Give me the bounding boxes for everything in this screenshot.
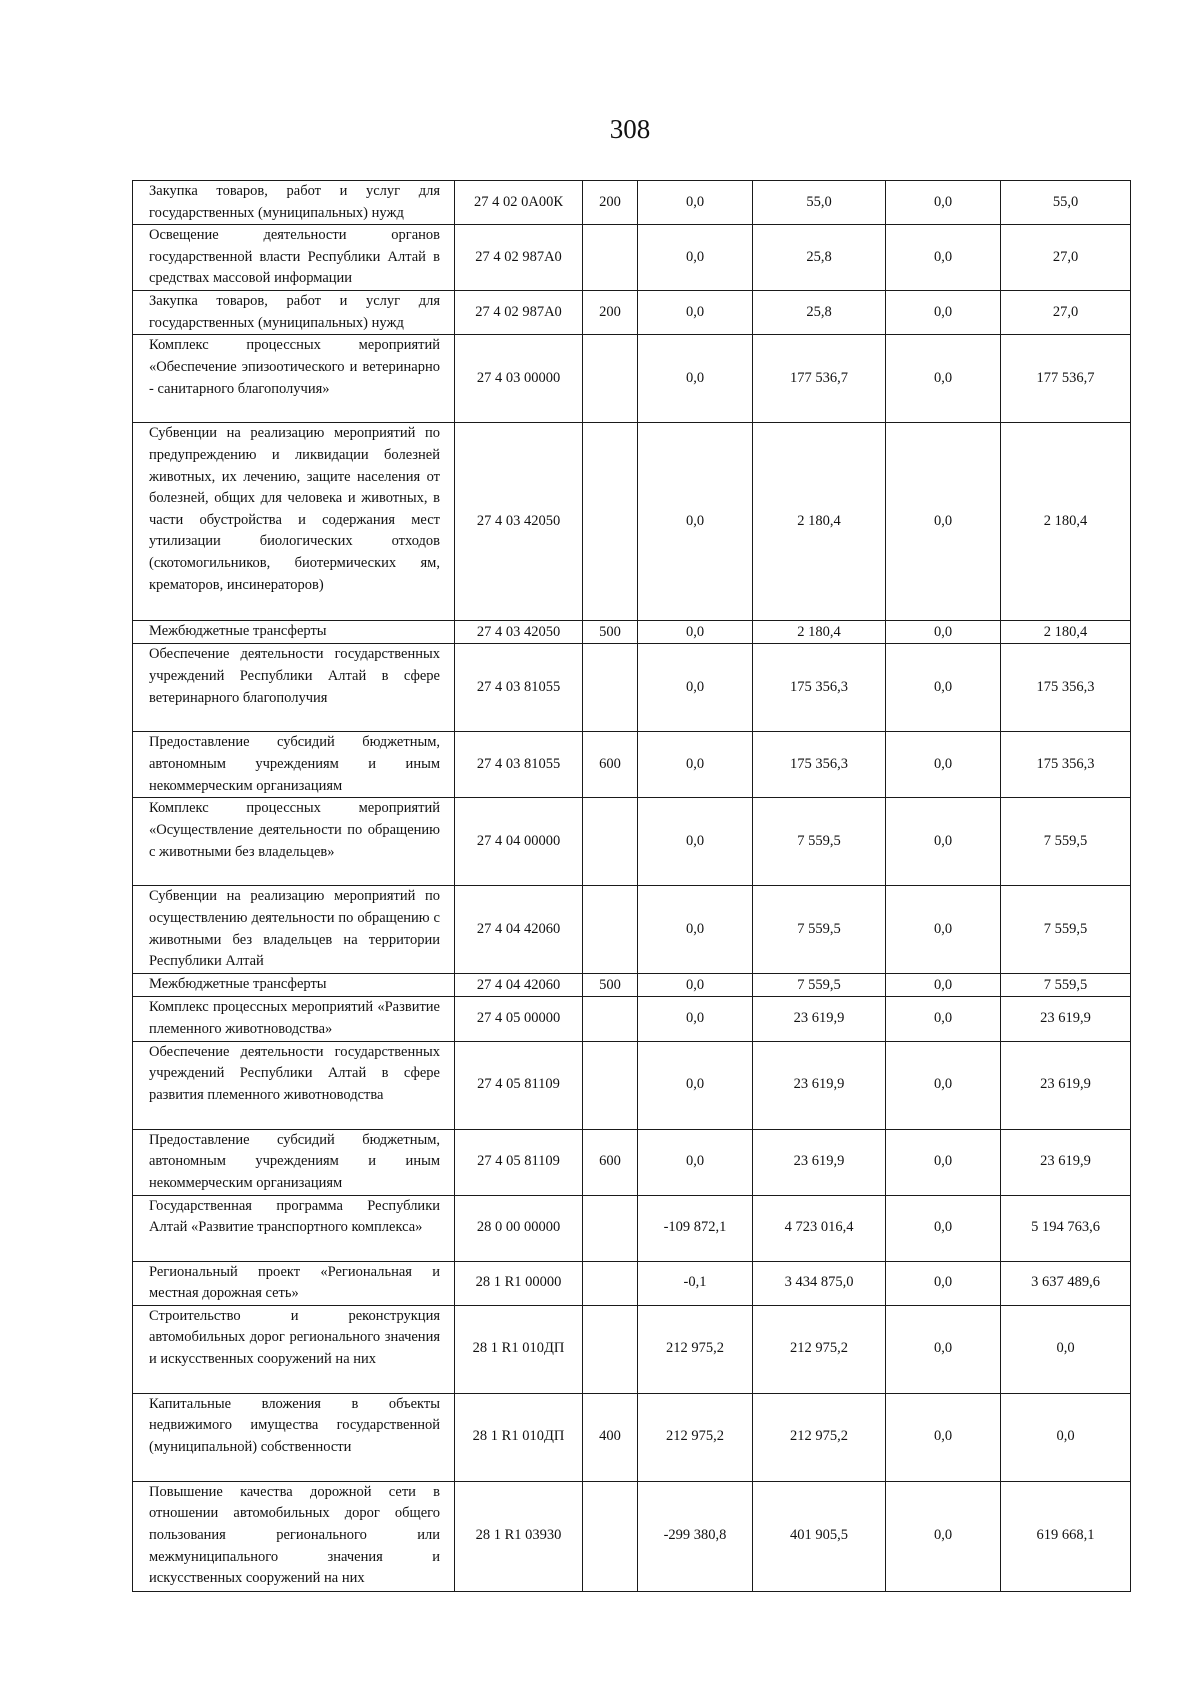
expense-type-cell: 600 — [583, 1129, 638, 1195]
expense-type-cell — [583, 1261, 638, 1305]
amount-2-cell: 2 180,4 — [753, 621, 886, 644]
row-name-cell: Предоставление субсидий бюджетным, автономным учреждениям и иным некоммерческим организациям — [133, 1129, 455, 1195]
expense-type-cell: 400 — [583, 1393, 638, 1481]
row-name-cell: Закупка товаров, работ и услуг для государственных (муниципальных) нужд — [133, 181, 455, 225]
budget-code-cell: 27 4 04 00000 — [455, 798, 583, 886]
table-row — [133, 644, 1131, 732]
row-name-cell: Освещение деятельности органов государственной власти Республики Алтай в средствах массовой информации — [133, 225, 455, 291]
amount-1-cell: 0,0 — [638, 335, 753, 423]
table-row — [133, 291, 1131, 335]
amount-1-cell: 0,0 — [638, 291, 753, 335]
amount-3-cell: 0,0 — [886, 1481, 1001, 1591]
amount-2-cell: 175 356,3 — [753, 644, 886, 732]
amount-3-cell: 0,0 — [886, 1195, 1001, 1261]
amount-1-cell: -109 872,1 — [638, 1195, 753, 1261]
amount-3-cell: 0,0 — [886, 974, 1001, 997]
amount-1-cell: 0,0 — [638, 798, 753, 886]
amount-4-cell: 7 559,5 — [1001, 974, 1131, 997]
amount-1-cell: 0,0 — [638, 732, 753, 798]
amount-3-cell: 0,0 — [886, 181, 1001, 225]
row-name-cell: Повышение качества дорожной сети в отношении автомобильных дорог общего пользования регионального или межмуниципального значения и искусственных сооружений на них — [133, 1481, 455, 1591]
row-name-cell: Субвенции на реализацию мероприятий по предупреждению и ликвидации болезней животных, их лечению, защите населения от болезней, общих для человека и животных, в части обустройства и содержания мест утилизации биологических отходов (скотомогильников, биотермических ям, крематоров, инсинераторов) — [133, 423, 455, 621]
amount-3-cell: 0,0 — [886, 291, 1001, 335]
amount-3-cell: 0,0 — [886, 732, 1001, 798]
table-row — [133, 621, 1131, 644]
row-name-cell: Комплекс процессных мероприятий «Обеспечение эпизоотического и ветеринарно - санитарного благополучия» — [133, 335, 455, 423]
row-name-cell: Закупка товаров, работ и услуг для государственных (муниципальных) нужд — [133, 291, 455, 335]
row-name-cell: Капитальные вложения в объекты недвижимого имущества государственной (муниципальной) собственности — [133, 1393, 455, 1481]
amount-1-cell: 212 975,2 — [638, 1393, 753, 1481]
table-row — [133, 225, 1131, 291]
expense-type-cell — [583, 1481, 638, 1591]
budget-code-cell: 27 4 03 00000 — [455, 335, 583, 423]
table-row — [133, 997, 1131, 1041]
amount-4-cell: 27,0 — [1001, 225, 1131, 291]
row-name-cell: Комплекс процессных мероприятий «Развитие племенного животноводства» — [133, 997, 455, 1041]
row-name-cell: Региональный проект «Региональная и местная дорожная сеть» — [133, 1261, 455, 1305]
amount-4-cell: 0,0 — [1001, 1393, 1131, 1481]
row-name-cell: Межбюджетные трансферты — [133, 974, 455, 997]
amount-2-cell: 212 975,2 — [753, 1305, 886, 1393]
amount-2-cell: 23 619,9 — [753, 1129, 886, 1195]
amount-2-cell: 212 975,2 — [753, 1393, 886, 1481]
table-row — [133, 335, 1131, 423]
expense-type-cell — [583, 1195, 638, 1261]
page-number: 308 — [609, 114, 651, 144]
amount-2-cell: 175 356,3 — [753, 732, 886, 798]
amount-4-cell: 23 619,9 — [1001, 1041, 1131, 1129]
amount-4-cell: 5 194 763,6 — [1001, 1195, 1131, 1261]
amount-1-cell: 0,0 — [638, 1129, 753, 1195]
expense-type-cell — [583, 1041, 638, 1129]
amount-1-cell: 0,0 — [638, 644, 753, 732]
budget-code-cell: 27 4 05 81109 — [455, 1041, 583, 1129]
budget-code-cell: 27 4 02 987А0 — [455, 225, 583, 291]
table-row — [133, 1129, 1131, 1195]
table-row — [133, 423, 1131, 621]
expense-type-cell: 200 — [583, 291, 638, 335]
amount-2-cell: 23 619,9 — [753, 997, 886, 1041]
amount-4-cell: 2 180,4 — [1001, 621, 1131, 644]
budget-code-cell: 28 1 R1 00000 — [455, 1261, 583, 1305]
expense-type-cell: 200 — [583, 181, 638, 225]
amount-1-cell: 0,0 — [638, 423, 753, 621]
amount-3-cell: 0,0 — [886, 798, 1001, 886]
table-body — [133, 181, 1131, 1592]
amount-2-cell: 25,8 — [753, 225, 886, 291]
amount-4-cell: 7 559,5 — [1001, 886, 1131, 974]
budget-code-cell: 28 1 R1 03930 — [455, 1481, 583, 1591]
amount-2-cell: 4 723 016,4 — [753, 1195, 886, 1261]
table-row — [133, 1305, 1131, 1393]
amount-1-cell: 0,0 — [638, 225, 753, 291]
expense-type-cell — [583, 798, 638, 886]
amount-2-cell: 25,8 — [753, 291, 886, 335]
expense-type-cell — [583, 886, 638, 974]
amount-4-cell: 177 536,7 — [1001, 335, 1131, 423]
table-row — [133, 181, 1131, 225]
amount-4-cell: 55,0 — [1001, 181, 1131, 225]
amount-3-cell: 0,0 — [886, 225, 1001, 291]
amount-2-cell: 2 180,4 — [753, 423, 886, 621]
amount-3-cell: 0,0 — [886, 886, 1001, 974]
amount-4-cell: 619 668,1 — [1001, 1481, 1131, 1591]
amount-1-cell: 0,0 — [638, 974, 753, 997]
budget-code-cell: 27 4 03 81055 — [455, 644, 583, 732]
budget-code-cell: 27 4 03 42050 — [455, 423, 583, 621]
amount-3-cell: 0,0 — [886, 335, 1001, 423]
budget-code-cell: 27 4 04 42060 — [455, 974, 583, 997]
amount-3-cell: 0,0 — [886, 621, 1001, 644]
table-row — [133, 1261, 1131, 1305]
expense-type-cell — [583, 997, 638, 1041]
amount-3-cell: 0,0 — [886, 644, 1001, 732]
amount-2-cell: 177 536,7 — [753, 335, 886, 423]
budget-code-cell: 27 4 04 42060 — [455, 886, 583, 974]
amount-1-cell: 0,0 — [638, 1041, 753, 1129]
expense-type-cell: 500 — [583, 974, 638, 997]
table-row — [133, 732, 1131, 798]
amount-2-cell: 7 559,5 — [753, 798, 886, 886]
row-name-cell: Предоставление субсидий бюджетным, автономным учреждениям и иным некоммерческим организациям — [133, 732, 455, 798]
table-row — [133, 974, 1131, 997]
row-name-cell: Комплекс процессных мероприятий «Осуществление деятельности по обращению с животными без владельцев» — [133, 798, 455, 886]
expense-type-cell — [583, 335, 638, 423]
row-name-cell: Строительство и реконструкция автомобильных дорог регионального значения и искусственных сооружений на них — [133, 1305, 455, 1393]
table-row — [133, 798, 1131, 886]
budget-code-cell: 27 4 03 42050 — [455, 621, 583, 644]
budget-code-cell: 28 0 00 00000 — [455, 1195, 583, 1261]
table-row — [133, 1481, 1131, 1591]
amount-3-cell: 0,0 — [886, 1305, 1001, 1393]
amount-4-cell: 23 619,9 — [1001, 997, 1131, 1041]
table-row — [133, 1195, 1131, 1261]
amount-2-cell: 7 559,5 — [753, 974, 886, 997]
budget-code-cell: 28 1 R1 010ДП — [455, 1393, 583, 1481]
expense-type-cell — [583, 1305, 638, 1393]
budget-code-cell: 27 4 02 987А0 — [455, 291, 583, 335]
amount-1-cell: -0,1 — [638, 1261, 753, 1305]
amount-2-cell: 55,0 — [753, 181, 886, 225]
amount-1-cell: 0,0 — [638, 181, 753, 225]
amount-4-cell: 0,0 — [1001, 1305, 1131, 1393]
amount-3-cell: 0,0 — [886, 1261, 1001, 1305]
amount-4-cell: 23 619,9 — [1001, 1129, 1131, 1195]
budget-table — [132, 180, 1131, 1592]
amount-2-cell: 3 434 875,0 — [753, 1261, 886, 1305]
budget-code-cell: 27 4 03 81055 — [455, 732, 583, 798]
amount-3-cell: 0,0 — [886, 997, 1001, 1041]
amount-1-cell: 0,0 — [638, 621, 753, 644]
amount-1-cell: 0,0 — [638, 997, 753, 1041]
budget-code-cell: 28 1 R1 010ДП — [455, 1305, 583, 1393]
expense-type-cell — [583, 644, 638, 732]
amount-3-cell: 0,0 — [886, 1041, 1001, 1129]
budget-code-cell: 27 4 05 00000 — [455, 997, 583, 1041]
row-name-cell: Обеспечение деятельности государственных учреждений Республики Алтай в сфере ветеринарного благополучия — [133, 644, 455, 732]
amount-1-cell: 212 975,2 — [638, 1305, 753, 1393]
expense-type-cell — [583, 225, 638, 291]
row-name-cell: Обеспечение деятельности государственных учреждений Республики Алтай в сфере развития племенного животноводства — [133, 1041, 455, 1129]
amount-2-cell: 7 559,5 — [753, 886, 886, 974]
table-row — [133, 1041, 1131, 1129]
amount-4-cell: 27,0 — [1001, 291, 1131, 335]
amount-4-cell: 2 180,4 — [1001, 423, 1131, 621]
amount-1-cell: -299 380,8 — [638, 1481, 753, 1591]
expense-type-cell: 500 — [583, 621, 638, 644]
row-name-cell: Межбюджетные трансферты — [133, 621, 455, 644]
amount-3-cell: 0,0 — [886, 423, 1001, 621]
expense-type-cell — [583, 423, 638, 621]
table-row — [133, 1393, 1131, 1481]
expense-type-cell: 600 — [583, 732, 638, 798]
row-name-cell: Субвенции на реализацию мероприятий по осуществлению деятельности по обращению с животными без владельцев на территории Республики Алтай — [133, 886, 455, 974]
amount-3-cell: 0,0 — [886, 1393, 1001, 1481]
amount-1-cell: 0,0 — [638, 886, 753, 974]
amount-3-cell: 0,0 — [886, 1129, 1001, 1195]
row-name-cell: Государственная программа Республики Алтай «Развитие транспортного комплекса» — [133, 1195, 455, 1261]
budget-code-cell: 27 4 02 0А00К — [455, 181, 583, 225]
amount-2-cell: 23 619,9 — [753, 1041, 886, 1129]
table-row — [133, 886, 1131, 974]
amount-4-cell: 7 559,5 — [1001, 798, 1131, 886]
amount-2-cell: 401 905,5 — [753, 1481, 886, 1591]
amount-4-cell: 175 356,3 — [1001, 644, 1131, 732]
amount-4-cell: 175 356,3 — [1001, 732, 1131, 798]
amount-4-cell: 3 637 489,6 — [1001, 1261, 1131, 1305]
budget-code-cell: 27 4 05 81109 — [455, 1129, 583, 1195]
